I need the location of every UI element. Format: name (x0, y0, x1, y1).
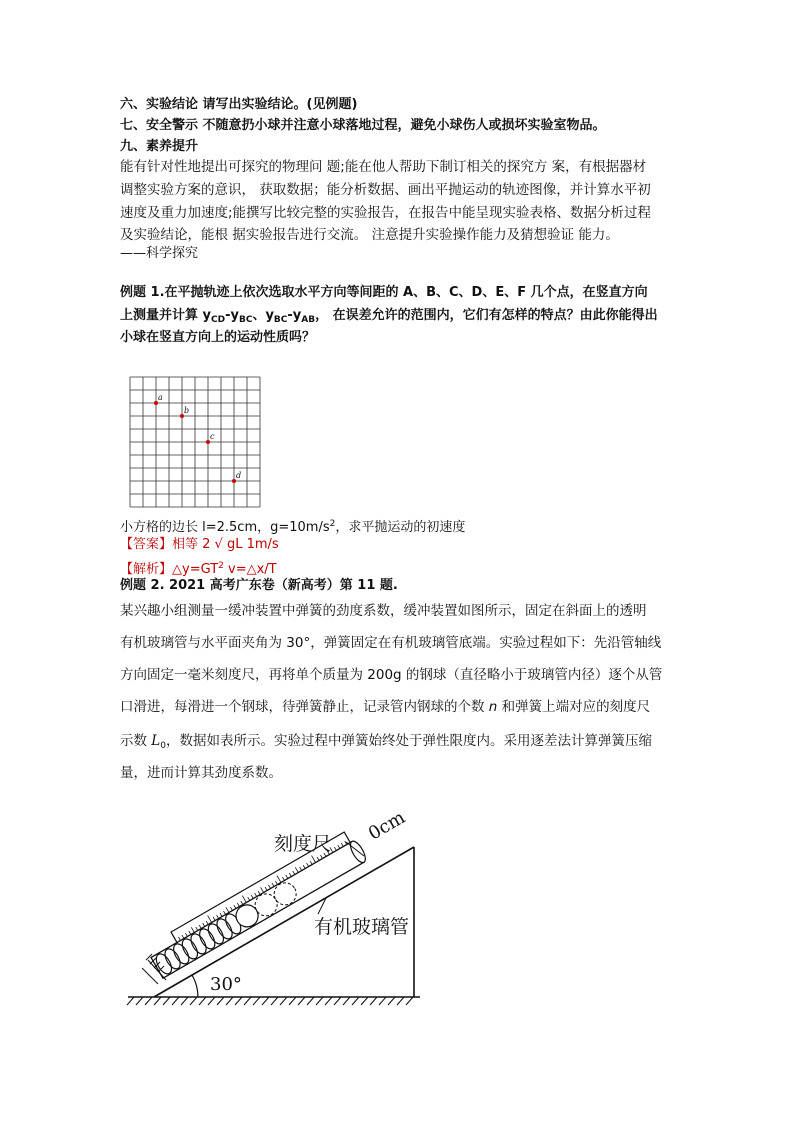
ruler-label: 刻度尺 (274, 833, 332, 855)
section-nine: 九、素养提升 (120, 139, 199, 154)
section-seven: 七、安全警示 不随意扔小球并注意小球落地过程，避免小球伤人或损坏实验室物品。 (120, 118, 606, 133)
point-label: a (158, 393, 163, 402)
grid-lines (130, 377, 260, 507)
example1-answer: 【答案】相等 2 √ gL 1m/s (120, 537, 279, 552)
literacy-line-1: 能有针对性地提出可探究的物理问 题;能在他人帮助下制订相关的探究方 案，有根据器材 (120, 159, 647, 175)
spring-coil (179, 936, 200, 961)
wall-hatching (142, 954, 166, 984)
spring-coil (188, 931, 209, 956)
hatch-mark (262, 997, 269, 1005)
tube-label: 有机玻璃管 (314, 916, 410, 938)
glass-tube (151, 841, 364, 978)
hatch-mark (370, 997, 377, 1005)
hatch-mark (190, 997, 197, 1005)
hatch-mark (244, 997, 251, 1005)
hatch-mark (316, 997, 323, 1005)
example2-p2: 有机玻璃管与水平面夹角为 30°，弹簧固定在有机玻璃管底端。实验过程如下：先沿管轴线 (120, 635, 662, 651)
hatch-mark (352, 997, 359, 1005)
example2-p4: 口滑进，每滑进一个钢球，待弹簧静止，记录管内钢球的个数 n 和弹簧上端对应的刻度尺 (120, 699, 651, 715)
hatch-mark (217, 997, 224, 1005)
hatch-mark (181, 997, 188, 1005)
hatch-mark (334, 997, 341, 1005)
buffer-device-figure (120, 790, 440, 1020)
literacy-line-3: 速度及重力加速度;能撰写比较完整的实验报告，在报告中能呈现实验表格、数据分析过程 (120, 205, 652, 221)
spring-coil (171, 941, 192, 966)
hatch-mark (172, 997, 179, 1005)
hatch-mark (199, 997, 206, 1005)
literacy-line-2: 调整实验方案的意识， 获取数据；能分析数据、画出平抛运动的轨迹图像，并计算水平初 (120, 182, 651, 198)
grid-points (154, 393, 241, 483)
example1-line-2: 上测量并计算 $y_{CD}-y_{BC}$、$y_{BC}-y_{AB}$， 在误差允许的范围内，它们有怎样的特点？由此你能得出 (120, 308, 658, 325)
hatch-mark (325, 997, 332, 1005)
example2-title: 例题 2. 2021 高考广东卷（新高考）第 11 题. (120, 578, 398, 593)
hatch-mark (361, 997, 368, 1005)
point-label: b (184, 406, 190, 415)
literacy-line-5: ——科学探究 (120, 246, 199, 261)
hatch-mark (253, 997, 260, 1005)
hatch-mark (271, 997, 278, 1005)
example1-condition: 小方格的边长 l=2.5cm，$g=10m/s^2$，求平抛运动的初速度 (120, 519, 466, 535)
hatch-mark (154, 997, 161, 1005)
spring-coil (197, 926, 218, 951)
hatch-mark (343, 997, 350, 1005)
hatch-mark (226, 997, 233, 1005)
example1-analysis: 【解析】$\triangle y=GT^2$ v=△x/T (120, 561, 277, 577)
hatch-mark (136, 997, 143, 1005)
literacy-line-4: 及实验结论，能根 据实验报告进行交流。 注意提升实验操作能力及猜想验证 能力。 (120, 227, 619, 243)
example2-p6: 量，进而计算其劲度系数。 (120, 765, 282, 781)
hatch-mark (406, 997, 413, 1005)
point-label: d (236, 471, 242, 480)
section-six: 六、实验结论 请写出实验结论。(见例题) (120, 97, 358, 112)
hatch-mark (208, 997, 215, 1005)
hatch-mark (163, 997, 170, 1005)
hatch-mark (397, 997, 404, 1005)
spring-coil (205, 921, 226, 946)
point-label: c (210, 432, 215, 441)
hatch-mark (379, 997, 386, 1005)
hatch-mark (298, 997, 305, 1005)
ground-hatching (127, 997, 413, 1005)
zero-cm-label: 0cm (364, 807, 409, 845)
example2-p5: 示数 $L_0$，数据如表所示。实验过程中弹簧始终处于弹性限度内。采用逐差法计算弹簧压缩 (120, 733, 652, 751)
hatch-mark (289, 997, 296, 1005)
hatch-mark (145, 997, 152, 1005)
example2-p1: 某兴趣小组测量一缓冲装置中弹簧的劲度系数，缓冲装置如图所示，固定在斜面上的透明 (120, 603, 647, 619)
hatch-mark (280, 997, 287, 1005)
spring-coil (162, 946, 183, 971)
example1-line-3: 小球在竖直方向上的运动性质吗？ (120, 330, 316, 345)
angle-label: 30° (210, 974, 242, 995)
hatch-mark (235, 997, 242, 1005)
hatch-mark (307, 997, 314, 1005)
hatch-mark (127, 997, 134, 1005)
angle-arc (192, 975, 198, 997)
spring-coil (153, 951, 174, 976)
example2-p3: 方向固定一毫米刻度尺，再将单个质量为 200g 的钢球（直径略小于玻璃管内径）逐个从管 (120, 667, 663, 683)
trajectory-grid (129, 376, 261, 508)
spring-coil (214, 916, 235, 941)
example1-line-1: 例题 1.在平抛轨迹上依次选取水平方向等间距的 A、B、C、D、E、F 几个点，在竖直方向 (120, 285, 648, 300)
hatch-mark (388, 997, 395, 1005)
